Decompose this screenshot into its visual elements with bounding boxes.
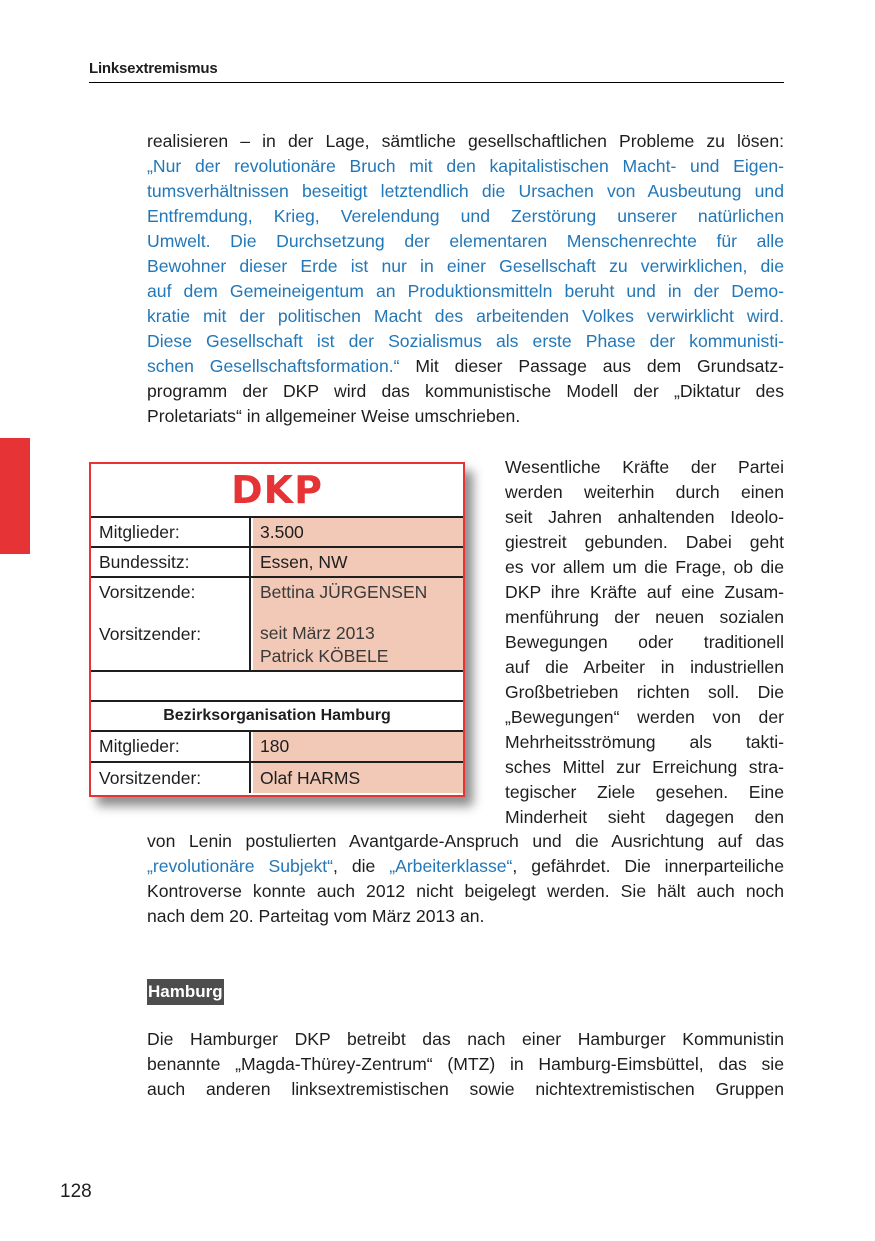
text-line xyxy=(147,329,784,354)
text-span: Kontroverse konnte auch 2012 nicht beigelegt werden. Sie hält auch noch xyxy=(147,881,784,901)
text-line xyxy=(147,279,784,304)
members-label: Mitglieder: xyxy=(91,518,251,546)
text-span: , gefährdet. Die innerparteiliche xyxy=(512,856,784,876)
district-chair-value: Olaf HARMS xyxy=(253,763,463,793)
text-span: auch anderen linksextremistischen sowie nichtextremistischen Gruppen xyxy=(147,1079,784,1099)
text-line: menführung der neuen sozialen xyxy=(505,607,784,627)
chair-labels xyxy=(91,578,251,670)
dkp-info-box xyxy=(89,462,465,797)
text-span: nach dem 20. Parteitag vom März 2013 an. xyxy=(147,906,485,926)
text-line xyxy=(147,229,784,254)
chair-f-value: Bettina JÜRGENSEN xyxy=(260,582,428,602)
text-line xyxy=(147,379,784,404)
text-line: auf die Arbeiter in industriellen xyxy=(505,657,784,677)
district-chair-row xyxy=(91,763,463,793)
quote-span: „Nur der revolutionäre Bruch mit den kapitalistischen Macht- und Eigen- xyxy=(147,156,784,176)
text-line xyxy=(147,304,784,329)
text-line xyxy=(147,904,784,929)
text-line xyxy=(147,154,784,179)
running-header xyxy=(89,58,784,83)
text-line: werden weiterhin durch einen xyxy=(505,482,784,502)
members-value: 3.500 xyxy=(253,518,463,546)
chapter-tab-marker xyxy=(0,438,30,554)
seat-row xyxy=(91,548,463,578)
quote-span: „Arbeiterklasse“ xyxy=(389,856,513,876)
text-span: , die xyxy=(333,856,390,876)
text-line xyxy=(147,254,784,279)
section-heading-hamburg: Hamburg xyxy=(147,979,224,1005)
text-line: „Bewegungen“ werden von der xyxy=(505,707,784,727)
text-line: Bewegungen oder traditionell xyxy=(505,632,784,652)
spacer-row xyxy=(91,672,463,702)
page-number: 128 xyxy=(60,1181,92,1202)
text-line: Wesentliche Kräfte der Partei xyxy=(505,457,784,477)
body-paragraph-2-side xyxy=(505,455,784,830)
text-line xyxy=(147,1027,784,1052)
text-line xyxy=(147,179,784,204)
district-members-value: 180 xyxy=(253,732,463,761)
quote-span: Entfremdung, Krieg, Verelendung und Zerstörung unserer natürlichen xyxy=(147,206,784,226)
district-members-row xyxy=(91,732,463,763)
text-line xyxy=(147,204,784,229)
text-line: seit Jahren anhaltenden Ideolo- xyxy=(505,507,784,527)
text-line xyxy=(147,354,784,379)
dkp-logo-text: DKP xyxy=(231,468,323,512)
dkp-logo xyxy=(91,464,463,518)
text-line xyxy=(147,829,784,854)
district-members-label: Mitglieder: xyxy=(91,732,251,761)
chair-values xyxy=(253,578,463,670)
seat-value: Essen, NW xyxy=(253,548,463,576)
text-line: es vor allem um die Frage, ob die xyxy=(505,557,784,577)
text-line: Mehrheitsströmung als takti- xyxy=(505,732,784,752)
district-chair-label: Vorsitzender: xyxy=(91,763,251,793)
chair-f-label: Vorsitzende: xyxy=(99,582,196,602)
text-line: DKP ihre Kräfte auf eine Zusam- xyxy=(505,582,784,602)
chair-row xyxy=(91,578,463,672)
district-title: Bezirksorganisation Hamburg xyxy=(91,702,463,732)
body-paragraph-3 xyxy=(147,1027,784,1102)
quote-span: auf dem Gemeineigentum an Produktionsmitteln beruht und in der Demo- xyxy=(147,281,784,301)
text-span: von Lenin postulierten Avantgarde-Anspruch und die Ausrichtung auf das xyxy=(147,831,784,851)
body-paragraph-1 xyxy=(147,129,784,429)
body-paragraph-2-continued xyxy=(147,829,784,929)
text-line xyxy=(147,129,784,154)
chair-m-value-name: Patrick KÖBELE xyxy=(260,646,389,666)
text-span: Proletariats“ in allgemeiner Weise umschrieben. xyxy=(147,406,521,426)
text-line xyxy=(147,404,784,429)
text-line xyxy=(147,1077,784,1102)
text-line: sches Mittel zur Erreichung stra- xyxy=(505,757,784,777)
quote-span: kratie mit der politischen Macht des arbeitenden Volkes verwirklicht wird. xyxy=(147,306,784,326)
text-line xyxy=(147,854,784,879)
quote-span: „revolutionäre Subjekt“ xyxy=(147,856,334,876)
seat-label: Bundessitz: xyxy=(91,548,251,576)
members-row xyxy=(91,518,463,548)
text-span: Die Hamburger DKP betreibt das nach einer Hamburger Kommunistin xyxy=(147,1029,784,1049)
quote-span: schen Gesellschaftsformation.“ xyxy=(147,356,400,376)
text-span: Mit dieser Passage aus dem Grundsatz- xyxy=(399,356,784,376)
text-span: realisieren – in der Lage, sämtliche gesellschaftlichen Probleme zu lösen: xyxy=(147,131,784,151)
quote-span: Bewohner dieser Erde ist nur in einer Gesellschaft zu verwirklichen, die xyxy=(147,256,784,276)
quote-span: Umwelt. Die Durchsetzung der elementaren Menschenrechte für alle xyxy=(147,231,784,251)
quote-span: tumsverhältnissen beseitigt letztendlich die Ursachen von Ausbeutung und xyxy=(147,181,784,201)
chair-m-label: Vorsitzender: xyxy=(99,624,202,644)
text-line: Minderheit sieht dagegen den xyxy=(505,807,784,827)
text-span: programm der DKP wird das kommunistische Modell der „Diktatur des xyxy=(147,381,784,401)
chair-m-value-since: seit März 2013 xyxy=(260,623,375,643)
quote-span: Diese Gesellschaft ist der Sozialismus als erste Phase der kommunisti- xyxy=(147,331,784,351)
header-title: Linksextremismus xyxy=(89,60,218,77)
text-span: benannte „Magda-Thürey-Zentrum“ (MTZ) in Hamburg-Eimsbüttel, das sie xyxy=(147,1054,784,1074)
text-line: giestreit gebunden. Dabei geht xyxy=(505,532,784,552)
text-line xyxy=(147,1052,784,1077)
text-line: Großbetrieben richten soll. Die xyxy=(505,682,784,702)
text-line xyxy=(147,879,784,904)
text-line: tegischer Ziele gesehen. Eine xyxy=(505,782,784,802)
